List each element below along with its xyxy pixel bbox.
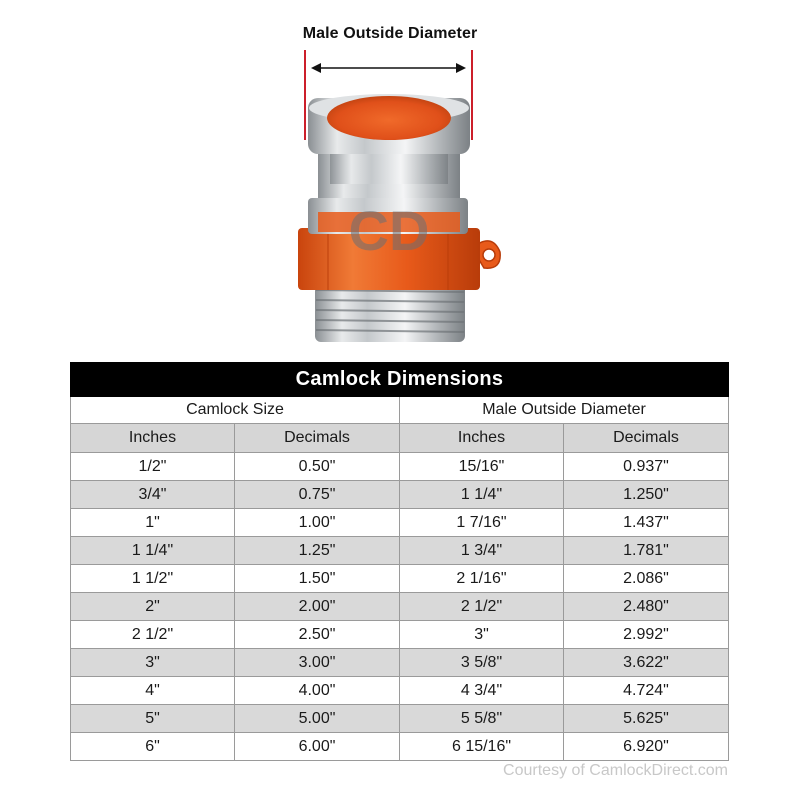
cell: 2.480" xyxy=(564,593,729,621)
cell: 1/2" xyxy=(71,453,235,481)
dimensions-table xyxy=(70,362,729,761)
cell: 2.992" xyxy=(564,621,729,649)
cell: 6.920" xyxy=(564,733,729,761)
cell: 2 1/16" xyxy=(400,565,564,593)
cell: 0.50" xyxy=(235,453,400,481)
cell: 5.625" xyxy=(564,705,729,733)
cell: 0.75" xyxy=(235,481,400,509)
cell: 1.00" xyxy=(235,509,400,537)
cell: 1.781" xyxy=(564,537,729,565)
table-row xyxy=(71,481,729,509)
group-header-male-outside-diameter: Male Outside Diameter xyxy=(400,397,729,424)
cell: 2" xyxy=(71,593,235,621)
cell: 1 1/4" xyxy=(400,481,564,509)
subheader-decimals: Decimals xyxy=(564,424,729,453)
cell: 1.250" xyxy=(564,481,729,509)
table-row xyxy=(71,509,729,537)
subheader-decimals: Decimals xyxy=(235,424,400,453)
subheader-inches: Inches xyxy=(71,424,235,453)
cell: 0.937" xyxy=(564,453,729,481)
cell: 2.50" xyxy=(235,621,400,649)
cell: 2 1/2" xyxy=(71,621,235,649)
cell: 3.00" xyxy=(235,649,400,677)
cell: 2 1/2" xyxy=(400,593,564,621)
watermark-logo xyxy=(349,199,430,262)
cell: 2.00" xyxy=(235,593,400,621)
cell: 6" xyxy=(71,733,235,761)
cell: 1.50" xyxy=(235,565,400,593)
table-row xyxy=(71,705,729,733)
camlock-fitting-figure xyxy=(0,0,800,360)
dimension-label: Male Outside Diameter xyxy=(302,25,478,42)
table-row xyxy=(71,565,729,593)
cell: 5.00" xyxy=(235,705,400,733)
cell: 2.086" xyxy=(564,565,729,593)
cell: 3 5/8" xyxy=(400,649,564,677)
table-row xyxy=(71,593,729,621)
cell: 1.437" xyxy=(564,509,729,537)
table-row xyxy=(71,677,729,705)
cell: 4.00" xyxy=(235,677,400,705)
cell: 4 3/4" xyxy=(400,677,564,705)
cell: 15/16" xyxy=(400,453,564,481)
cell: 3.622" xyxy=(564,649,729,677)
top-collar xyxy=(308,94,470,154)
cell: 3" xyxy=(71,649,235,677)
watermark-text: CD xyxy=(348,199,430,262)
table-title: Camlock Dimensions xyxy=(71,363,729,397)
cell: 4" xyxy=(71,677,235,705)
table-row xyxy=(71,537,729,565)
subheader-inches: Inches xyxy=(400,424,564,453)
table-row xyxy=(71,649,729,677)
cell: 1 7/16" xyxy=(400,509,564,537)
cell: 6 15/16" xyxy=(400,733,564,761)
cell: 5" xyxy=(71,705,235,733)
cell: 4.724" xyxy=(564,677,729,705)
cell: 3" xyxy=(400,621,564,649)
group-header-camlock-size: Camlock Size xyxy=(71,397,400,424)
cell: 5 5/8" xyxy=(400,705,564,733)
cell: 1 3/4" xyxy=(400,537,564,565)
cell: 1.25" xyxy=(235,537,400,565)
table-row xyxy=(71,733,729,761)
cell: 3/4" xyxy=(71,481,235,509)
table-row xyxy=(71,453,729,481)
table-row xyxy=(71,621,729,649)
cell: 1" xyxy=(71,509,235,537)
cell: 1 1/4" xyxy=(71,537,235,565)
credit-text: Courtesy of CamlockDirect.com xyxy=(503,762,728,779)
cell: 6.00" xyxy=(235,733,400,761)
cell: 1 1/2" xyxy=(71,565,235,593)
